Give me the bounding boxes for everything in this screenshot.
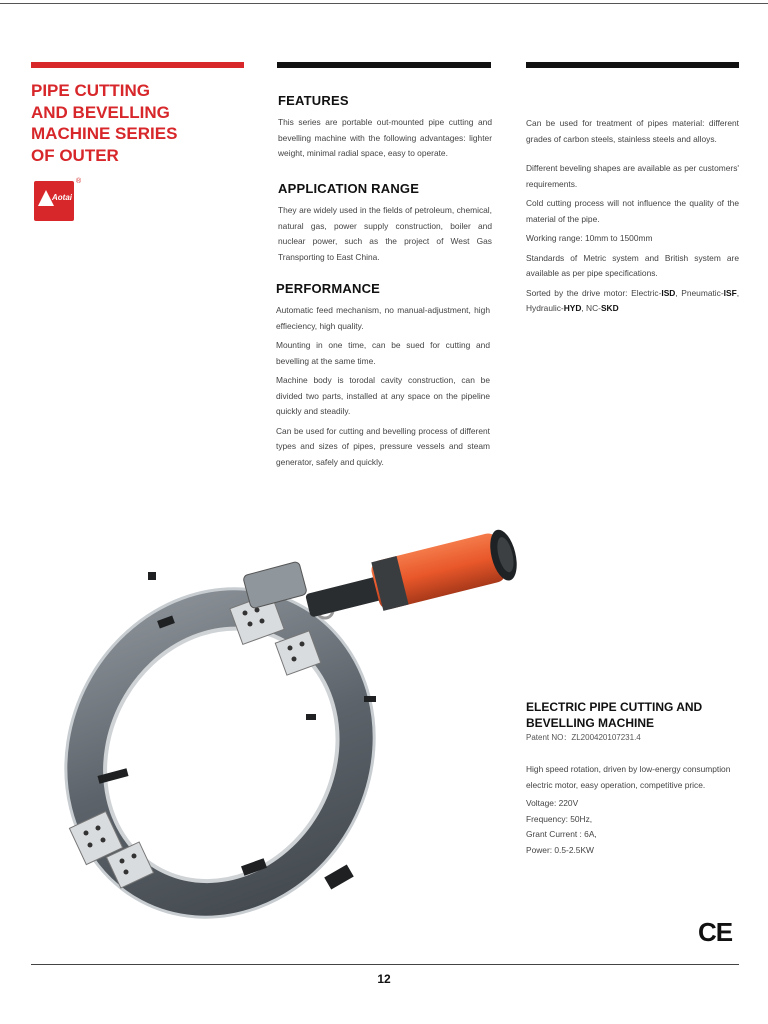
- application-heading: APPLICATION RANGE: [278, 181, 420, 196]
- page-number: 12: [377, 972, 391, 986]
- right-item: Standards of Metric system and British system are available as per pipe specifications.: [526, 252, 739, 278]
- product-spec-block: [526, 699, 739, 858]
- product-title: ELECTRIC PIPE CUTTING AND BEVELLING MACHINE: [526, 700, 703, 730]
- patent-number: Patent NO：ZL200420107231.4: [526, 733, 641, 742]
- title-accent-bar: [31, 62, 244, 68]
- pipe-cutting-machine-image: [50, 518, 530, 928]
- performance-item: Can be used for cutting and bevelling process of different types and sizes of pipes, pressure vessels and steam generator, safely and quickly.: [276, 425, 490, 467]
- logo-text: Aotai: [52, 193, 72, 202]
- spec-frequency: Frequency: 50Hz,: [526, 813, 593, 824]
- right-item: Different beveling shapes are available as per customers' requirements.: [526, 163, 739, 189]
- right-column: [526, 116, 739, 321]
- performance-item: Automatic feed mechanism, no manual-adjustment, high effieciency, high quality.: [276, 305, 490, 331]
- features-heading: FEATURES: [278, 93, 349, 108]
- column-rule-right: [526, 62, 739, 68]
- performance-section: [276, 281, 490, 474]
- column-rule-middle: [277, 62, 491, 68]
- application-section: [278, 181, 492, 269]
- performance-item: Machine body is torodal cavity construction, can be divided two parts, installed at any space on the pipeline quickly and steadily.: [276, 375, 490, 416]
- right-item: Cold cutting process will not influence the quality of the material of the pipe.: [526, 198, 739, 224]
- performance-heading: PERFORMANCE: [276, 281, 381, 296]
- application-text: They are widely used in the fields of petroleum, chemical, natural gas, power supply construction, boiler and nuclear power, such as the project of West Gas Transporting to East China.: [278, 205, 492, 262]
- top-rule: [0, 3, 768, 4]
- spec-current: Grant Current : 6A,: [526, 829, 597, 839]
- page-title: PIPE CUTTING AND BEVELLING MACHINE SERIES OF OUTER: [31, 81, 178, 165]
- features-text: This series are portable out-mounted pipe cutting and bevelling machine with the following advantages: lighter weight, minimal radial space, easy to operate.: [278, 117, 492, 158]
- registered-mark: ®: [76, 178, 82, 185]
- brand-logo: [34, 181, 74, 221]
- drive-motor-types: Sorted by the drive motor: Electric-ISD, Pneumatic-ISF, Hydraulic-HYD, NC-SKD: [526, 287, 740, 313]
- spec-voltage: Voltage: 220V: [526, 798, 579, 808]
- motor: [301, 527, 521, 629]
- footer-rule: [31, 964, 739, 965]
- product-description: High speed rotation, driven by low-energy consumption electric motor, easy operation, competitive price.: [526, 764, 731, 790]
- right-item: Working range: 10mm to 1500mm: [526, 233, 653, 243]
- spec-power: Power: 0.5-2.5KW: [526, 844, 594, 855]
- features-section: [278, 93, 492, 166]
- ce-mark: CE: [698, 917, 733, 947]
- performance-item: Mounting in one time, can be sued for cutting and bevelling at the same time.: [276, 340, 490, 366]
- right-item: Can be used for treatment of pipes material: different grades of carbon steels, stainless steels and alloys.: [526, 118, 739, 144]
